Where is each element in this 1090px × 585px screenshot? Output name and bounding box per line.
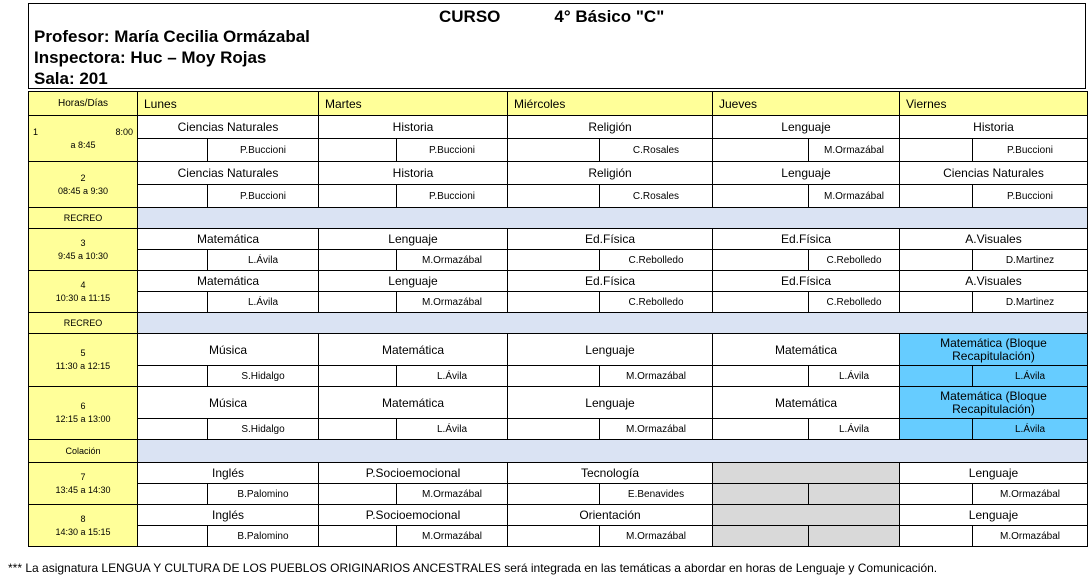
blank-cell bbox=[900, 419, 973, 440]
subject-cell: Música bbox=[138, 334, 319, 366]
blank-cell bbox=[713, 185, 809, 208]
period-teacher-row bbox=[29, 185, 1088, 208]
teacher-cell: C.Rosales bbox=[600, 185, 713, 208]
period-subject-row bbox=[29, 229, 1088, 250]
empty-slot bbox=[809, 526, 900, 547]
period-range: 9:45 a 10:30 bbox=[57, 250, 109, 261]
break-bar bbox=[138, 313, 1088, 334]
subject-cell: Lenguaje bbox=[319, 229, 508, 250]
break-bar bbox=[138, 208, 1088, 229]
subject-cell: Matemática bbox=[138, 271, 319, 292]
teacher-cell: M.Ormazábal bbox=[397, 292, 508, 313]
blank-cell bbox=[319, 526, 397, 547]
subject-cell: Lenguaje bbox=[900, 463, 1088, 484]
period-number: 5 bbox=[80, 348, 86, 358]
teacher-cell: C.Rebolledo bbox=[809, 250, 900, 271]
empty-slot bbox=[713, 505, 900, 526]
day-header-wednesday: Miércoles bbox=[508, 92, 713, 116]
blank-cell bbox=[713, 419, 809, 440]
subject-cell: Matemática bbox=[713, 334, 900, 366]
teacher-cell: M.Ormazábal bbox=[973, 526, 1088, 547]
blank-cell bbox=[508, 185, 600, 208]
subject-cell: Lenguaje bbox=[900, 505, 1088, 526]
period-range: 10:30 a 11:15 bbox=[55, 292, 111, 303]
teacher-cell: B.Palomino bbox=[208, 484, 319, 505]
subject-cell: Ed.Física bbox=[508, 229, 713, 250]
subject-cell: Matemática bbox=[319, 334, 508, 366]
teacher-cell: L.Ávila bbox=[397, 366, 508, 387]
period-teacher-row bbox=[29, 484, 1088, 505]
subject-cell: Lenguaje bbox=[508, 387, 713, 419]
room-number: Sala: 201 bbox=[34, 69, 108, 88]
period-time-cell bbox=[29, 505, 138, 547]
period-subject-row bbox=[29, 505, 1088, 526]
subject-cell: Matemática (Bloque Recapitulación) bbox=[900, 334, 1088, 366]
subject-cell: Lenguaje bbox=[508, 334, 713, 366]
teacher-cell: L.Ávila bbox=[973, 419, 1088, 440]
blank-cell bbox=[138, 526, 208, 547]
schedule-header bbox=[28, 3, 1086, 89]
period-teacher-row bbox=[29, 366, 1088, 387]
teacher-cell: P.Buccioni bbox=[397, 139, 508, 162]
teacher-cell: L.Ávila bbox=[809, 366, 900, 387]
teacher-cell: M.Ormazábal bbox=[809, 185, 900, 208]
teacher-cell: C.Rebolledo bbox=[600, 250, 713, 271]
blank-cell bbox=[900, 292, 973, 313]
teacher-cell: L.Ávila bbox=[397, 419, 508, 440]
period-number: 3 bbox=[80, 237, 86, 248]
subject-cell: Ciencias Naturales bbox=[138, 116, 319, 139]
period-range: 14:30 a 15:15 bbox=[55, 526, 111, 537]
subject-cell: P.Socioemocional bbox=[319, 505, 508, 526]
day-header-thursday: Jueves bbox=[713, 92, 900, 116]
teacher-cell: M.Ormazábal bbox=[397, 484, 508, 505]
teacher-cell: L.Ávila bbox=[973, 366, 1088, 387]
blank-cell bbox=[508, 292, 600, 313]
blank-cell bbox=[319, 366, 397, 387]
subject-cell: Música bbox=[138, 387, 319, 419]
subject-cell: Orientación bbox=[508, 505, 713, 526]
subject-cell: Religión bbox=[508, 162, 713, 185]
blank-cell bbox=[900, 185, 973, 208]
break-row bbox=[29, 313, 1088, 334]
break-label: RECREO bbox=[29, 208, 138, 229]
teacher-cell: C.Rebolledo bbox=[809, 292, 900, 313]
period-teacher-row bbox=[29, 419, 1088, 440]
empty-slot bbox=[713, 526, 809, 547]
period-time-cell bbox=[29, 116, 138, 162]
teacher-cell: L.Ávila bbox=[208, 250, 319, 271]
teacher-cell: P.Buccioni bbox=[208, 185, 319, 208]
blank-cell bbox=[138, 139, 208, 162]
blank-cell bbox=[319, 419, 397, 440]
subject-cell: Ed.Física bbox=[508, 271, 713, 292]
period-number: 6 bbox=[80, 401, 86, 411]
teacher-cell: C.Rosales bbox=[600, 139, 713, 162]
subject-cell: Lenguaje bbox=[713, 162, 900, 185]
period-range: a 8:45 bbox=[70, 139, 96, 150]
day-header-tuesday: Martes bbox=[319, 92, 508, 116]
teacher-cell: S.Hidalgo bbox=[208, 419, 319, 440]
blank-cell bbox=[508, 139, 600, 162]
day-header-monday: Lunes bbox=[138, 92, 319, 116]
subject-cell: Lenguaje bbox=[319, 271, 508, 292]
period-number: 7 bbox=[80, 471, 86, 482]
blank-cell bbox=[138, 484, 208, 505]
break-label: Colación bbox=[29, 440, 138, 463]
teacher-cell: S.Hidalgo bbox=[208, 366, 319, 387]
blank-cell bbox=[138, 366, 208, 387]
blank-cell bbox=[319, 250, 397, 271]
period-teacher-row bbox=[29, 292, 1088, 313]
subject-cell: P.Socioemocional bbox=[319, 463, 508, 484]
blank-cell bbox=[900, 526, 973, 547]
blank-cell bbox=[138, 419, 208, 440]
teacher-cell: P.Buccioni bbox=[208, 139, 319, 162]
subject-cell: Lenguaje bbox=[713, 116, 900, 139]
teacher-cell: E.Benavides bbox=[600, 484, 713, 505]
subject-cell: Ed.Física bbox=[713, 229, 900, 250]
teacher-cell: D.Martinez bbox=[973, 250, 1088, 271]
period-time-cell bbox=[29, 271, 138, 313]
blank-cell bbox=[319, 292, 397, 313]
corner-label: Horas/Días bbox=[29, 92, 138, 116]
period-range: 13:45 a 14:30 bbox=[55, 484, 111, 495]
subject-cell: A.Visuales bbox=[900, 271, 1088, 292]
period-start: 8:00 bbox=[115, 126, 133, 137]
teacher-cell: P.Buccioni bbox=[397, 185, 508, 208]
break-row bbox=[29, 208, 1088, 229]
empty-slot bbox=[809, 484, 900, 505]
period-number: 8 bbox=[80, 513, 86, 524]
blank-cell bbox=[713, 250, 809, 271]
day-header-friday: Viernes bbox=[900, 92, 1088, 116]
teacher-cell: M.Ormazábal bbox=[600, 526, 713, 547]
period-subject-row bbox=[29, 116, 1088, 139]
days-header-row bbox=[29, 92, 1088, 116]
period-subject-row bbox=[29, 463, 1088, 484]
period-teacher-row bbox=[29, 526, 1088, 547]
period-time-cell bbox=[29, 334, 138, 387]
blank-cell bbox=[138, 250, 208, 271]
blank-cell bbox=[713, 139, 809, 162]
subject-cell: Ciencias Naturales bbox=[900, 162, 1088, 185]
teacher-cell: B.Palomino bbox=[208, 526, 319, 547]
blank-cell bbox=[713, 366, 809, 387]
blank-cell bbox=[900, 484, 973, 505]
subject-cell: Inglés bbox=[138, 505, 319, 526]
period-time-cell bbox=[29, 463, 138, 505]
blank-cell bbox=[138, 185, 208, 208]
teacher-cell: P.Buccioni bbox=[973, 139, 1088, 162]
subject-cell: Ed.Física bbox=[713, 271, 900, 292]
period-subject-row bbox=[29, 387, 1088, 419]
subject-cell: Religión bbox=[508, 116, 713, 139]
period-teacher-row bbox=[29, 250, 1088, 271]
period-time-cell bbox=[29, 229, 138, 271]
blank-cell bbox=[508, 419, 600, 440]
teacher-cell: D.Martinez bbox=[973, 292, 1088, 313]
period-subject-row bbox=[29, 162, 1088, 185]
teacher-cell: M.Ormazábal bbox=[809, 139, 900, 162]
subject-cell: Matemática bbox=[319, 387, 508, 419]
break-bar bbox=[138, 440, 1088, 463]
blank-cell bbox=[900, 366, 973, 387]
period-number: 1 bbox=[33, 126, 39, 137]
period-time-cell bbox=[29, 162, 138, 208]
period-teacher-row bbox=[29, 139, 1088, 162]
period-subject-row bbox=[29, 271, 1088, 292]
inspector-name: Inspectora: Huc – Moy Rojas bbox=[34, 48, 267, 67]
schedule-table bbox=[28, 91, 1088, 547]
subject-cell: Matemática bbox=[138, 229, 319, 250]
blank-cell bbox=[508, 526, 600, 547]
subject-cell: Inglés bbox=[138, 463, 319, 484]
teacher-cell: M.Ormazábal bbox=[973, 484, 1088, 505]
footnote: *** La asignatura LENGUA Y CULTURA DE LOS PUEBLOS ORIGINARIOS ANCESTRALES será integrada en las temáticas a abordar en horas de Lenguaje y Comunicación. bbox=[8, 561, 938, 575]
blank-cell bbox=[713, 292, 809, 313]
blank-cell bbox=[508, 366, 600, 387]
teacher-cell: M.Ormazábal bbox=[397, 250, 508, 271]
subject-cell: Historia bbox=[900, 116, 1088, 139]
teacher-cell: M.Ormazábal bbox=[600, 366, 713, 387]
course-value: 4° Básico "C" bbox=[554, 7, 665, 26]
period-number: 4 bbox=[80, 279, 86, 290]
blank-cell bbox=[319, 185, 397, 208]
teacher-cell: M.Ormazábal bbox=[600, 419, 713, 440]
blank-cell bbox=[508, 484, 600, 505]
course-label: CURSO bbox=[439, 7, 501, 26]
course-title bbox=[439, 7, 664, 27]
teacher-cell: L.Ávila bbox=[809, 419, 900, 440]
blank-cell bbox=[900, 250, 973, 271]
blank-cell bbox=[138, 292, 208, 313]
period-range: 12:15 a 13:00 bbox=[55, 414, 111, 424]
subject-cell: Historia bbox=[319, 162, 508, 185]
teacher-name: Profesor: María Cecilia Ormázabal bbox=[34, 27, 310, 46]
empty-slot bbox=[713, 463, 900, 484]
break-row bbox=[29, 440, 1088, 463]
blank-cell bbox=[900, 139, 973, 162]
teacher-cell: C.Rebolledo bbox=[600, 292, 713, 313]
teacher-cell: L.Ávila bbox=[208, 292, 319, 313]
period-range: 11:30 a 12:15 bbox=[55, 361, 111, 371]
period-number: 2 bbox=[80, 172, 86, 183]
break-label: RECREO bbox=[29, 313, 138, 334]
teacher-cell: M.Ormazábal bbox=[397, 526, 508, 547]
subject-cell: Ciencias Naturales bbox=[138, 162, 319, 185]
subject-cell: A.Visuales bbox=[900, 229, 1088, 250]
period-subject-row bbox=[29, 334, 1088, 366]
period-time-cell bbox=[29, 387, 138, 440]
subject-cell: Matemática (Bloque Recapitulación) bbox=[900, 387, 1088, 419]
period-range: 08:45 a 9:30 bbox=[57, 185, 109, 196]
blank-cell bbox=[319, 139, 397, 162]
blank-cell bbox=[319, 484, 397, 505]
subject-cell: Matemática bbox=[713, 387, 900, 419]
subject-cell: Tecnología bbox=[508, 463, 713, 484]
teacher-cell: P.Buccioni bbox=[973, 185, 1088, 208]
subject-cell: Historia bbox=[319, 116, 508, 139]
empty-slot bbox=[713, 484, 809, 505]
blank-cell bbox=[508, 250, 600, 271]
